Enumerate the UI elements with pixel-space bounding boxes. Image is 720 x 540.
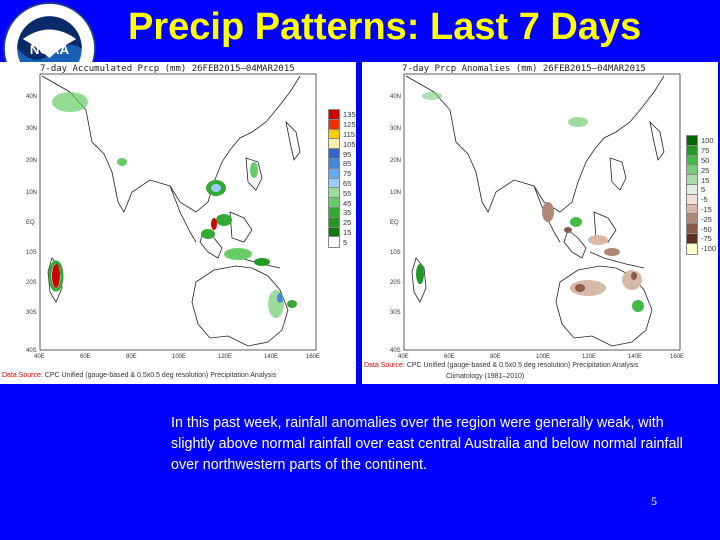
x-tick-label: 160E (670, 354, 685, 360)
legend-label: 135 (343, 110, 356, 120)
x-tick-label: 80E (126, 354, 137, 360)
legend-label: 75 (343, 169, 352, 179)
x-tick-label: 100E (536, 354, 551, 360)
source-text: CPC Unified (gauge-based & 0.5x0.5 deg resolution) Precipitation Analysis (406, 362, 639, 369)
y-tick-label: EQ (390, 220, 399, 226)
legend-label: 75 (701, 146, 710, 156)
legend-label: 15 (343, 227, 352, 237)
y-tick-label: 40S (26, 348, 37, 354)
legend-item (328, 237, 366, 247)
y-tick-label: 30S (26, 310, 37, 316)
source-prefix: Data Source: (2, 372, 43, 379)
y-tick-label: 30N (390, 126, 402, 132)
legend-swatch (686, 243, 698, 255)
y-tick-label: 40N (390, 94, 402, 100)
page-number: 5 (651, 494, 657, 508)
y-tick-label: 10N (390, 190, 402, 196)
precip-anomaly-map (362, 62, 718, 384)
y-tick-label: 30S (390, 310, 401, 316)
x-tick-label: 40E (34, 354, 45, 360)
y-tick-label: 30N (26, 126, 38, 132)
x-axis-labels (34, 354, 320, 360)
legend-label: 35 (343, 208, 352, 218)
y-tick-label: 20S (390, 280, 401, 286)
legend-label: 95 (343, 149, 352, 159)
x-tick-label: 160E (306, 354, 321, 360)
y-tick-label: EQ (26, 220, 35, 226)
x-tick-label: 100E (172, 354, 187, 360)
legend-label: 5 (701, 185, 706, 195)
data-source-note (364, 362, 638, 369)
y-tick-label: 20S (26, 280, 37, 286)
y-tick-label: 10S (26, 250, 37, 256)
slide-caption: In this past week, rainfall anomalies over the region were generally weak, with slightly above normal rainfall over east central Australia and below normal rainfall over northwestern parts of the continent. (171, 415, 683, 473)
slide-title: Precip Patterns: Last 7 Days (128, 6, 642, 48)
map-title: 7-day Prcp Anomalies (mm) 26FEB2015–04MAR2015 (402, 64, 646, 74)
source-text: CPC Unified (gauge-based & 0.5x0.5 deg resolution) Precipitation Analysis (44, 372, 277, 379)
precip-legend (328, 110, 366, 247)
y-tick-label: 40N (26, 94, 38, 100)
legend-label: 125 (343, 120, 356, 130)
x-tick-label: 120E (218, 354, 233, 360)
legend-label: 5 (343, 237, 348, 247)
x-tick-label: 40E (398, 354, 409, 360)
legend-label: 15 (701, 175, 710, 185)
x-tick-label: 60E (444, 354, 455, 360)
climatology-note: Climatology (1981–2010) (446, 373, 525, 380)
legend-label: 25 (343, 218, 352, 228)
accumulated-precip-map (0, 62, 356, 384)
legend-label: 55 (343, 188, 352, 198)
x-tick-label: 80E (490, 354, 501, 360)
legend-label: -75 (701, 234, 712, 244)
legend-label: 100 (701, 136, 714, 146)
data-source-note (2, 372, 276, 379)
legend-label: 65 (343, 178, 352, 188)
y-tick-label: 20N (390, 158, 402, 164)
x-axis-labels (398, 354, 684, 360)
legend-label: 85 (343, 159, 352, 169)
y-tick-label: 10N (26, 190, 38, 196)
y-axis-labels (390, 94, 401, 354)
legend-label: 50 (701, 155, 710, 165)
legend-label: -5 (701, 195, 708, 205)
legend-label: -50 (701, 224, 712, 234)
map-title: 7-day Accumulated Prcp (mm) 26FEB2015–04MAR2015 (40, 64, 295, 74)
x-tick-label: 120E (582, 354, 597, 360)
legend-label: 115 (343, 129, 355, 139)
legend-swatch (328, 236, 340, 248)
y-tick-label: 10S (390, 250, 401, 256)
y-tick-label: 40S (390, 348, 401, 354)
x-tick-label: 140E (264, 354, 279, 360)
map-plot (362, 62, 718, 384)
x-tick-label: 140E (628, 354, 643, 360)
logo-text: NOAA (29, 42, 70, 58)
x-tick-label: 60E (80, 354, 91, 360)
source-prefix: Data Source: (364, 362, 405, 369)
map-plot (0, 62, 356, 384)
anomaly-legend (686, 136, 720, 254)
y-axis-labels (26, 94, 37, 354)
legend-label: 105 (343, 139, 356, 149)
y-tick-label: 20N (26, 158, 38, 164)
legend-label: -100 (701, 244, 717, 254)
legend-label: -15 (701, 204, 712, 214)
legend-label: -25 (701, 214, 712, 224)
legend-label: 25 (701, 165, 710, 175)
legend-label: 45 (343, 198, 352, 208)
legend-item (686, 244, 720, 254)
